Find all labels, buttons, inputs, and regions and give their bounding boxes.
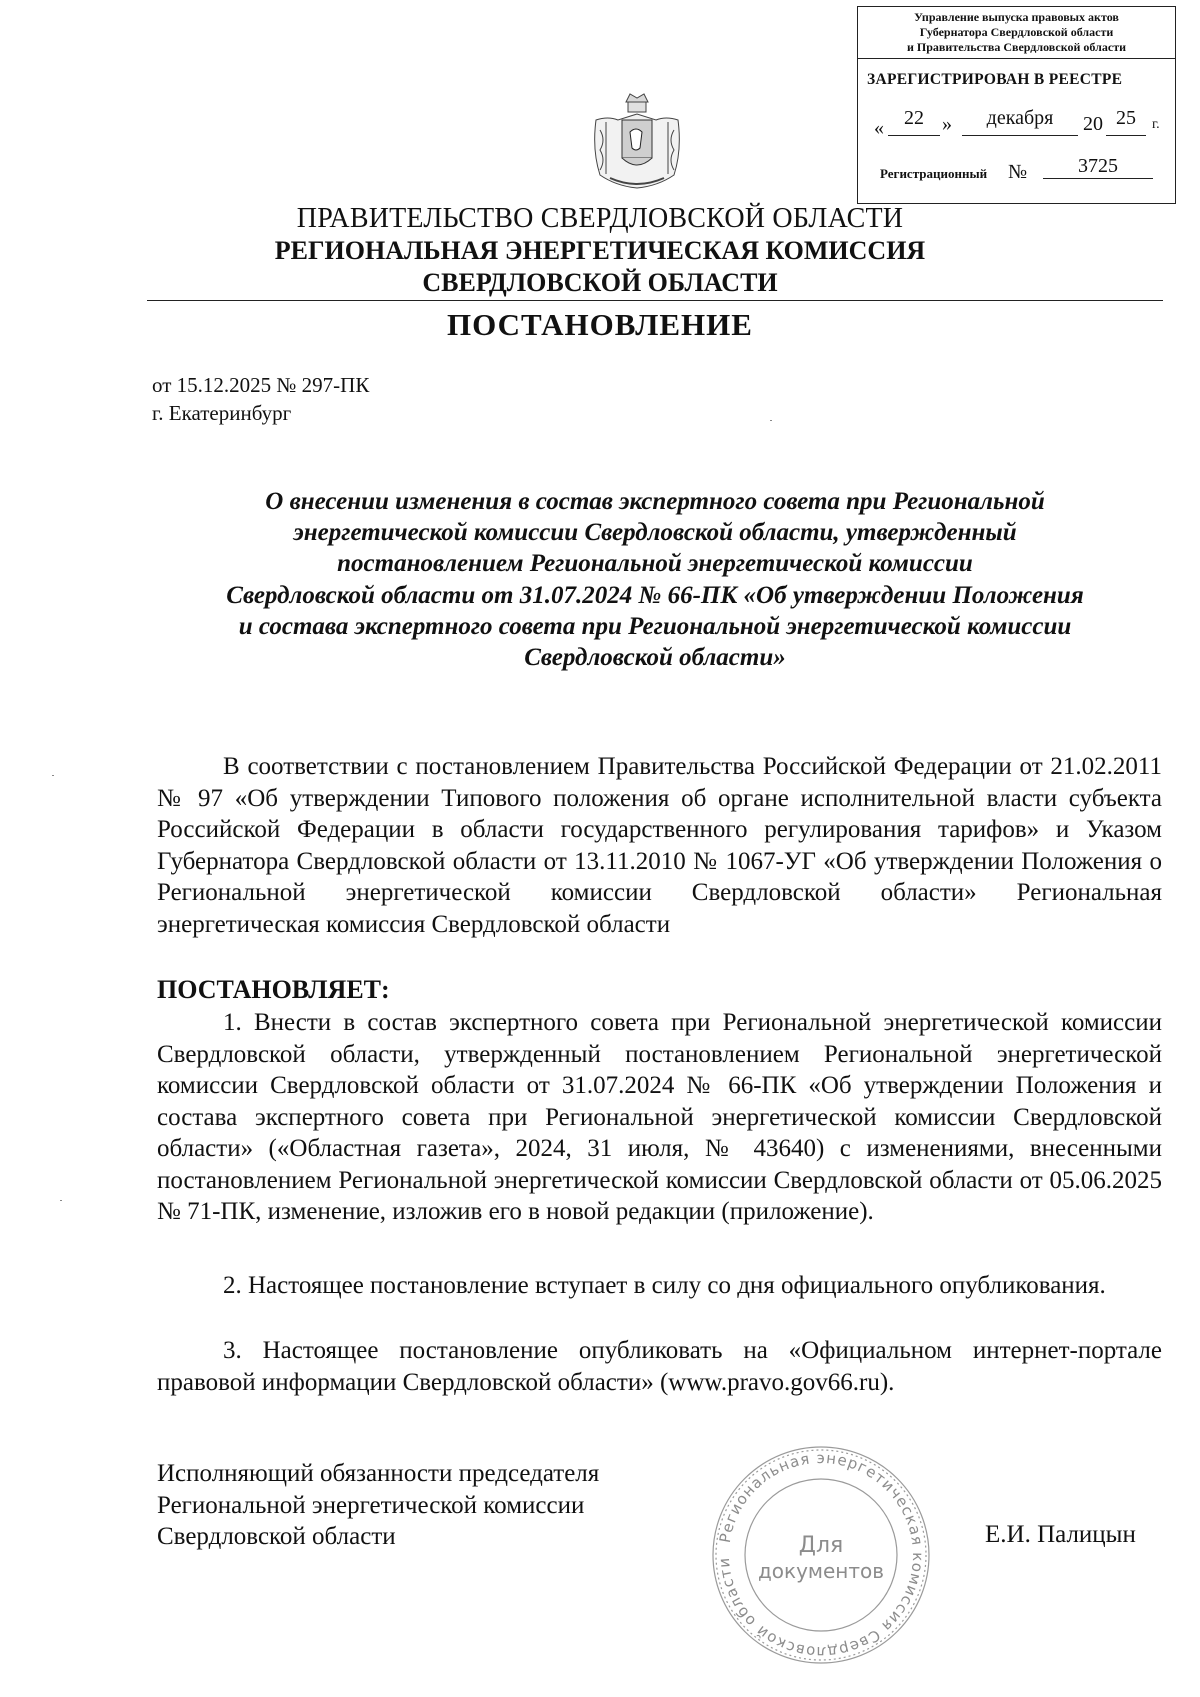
header-divider [147,300,1163,301]
svg-text:документов: документов [757,1559,885,1583]
document-type-title: ПОСТАНОВЛЕНИЕ [447,307,753,342]
registry-authority-line: Губернатора Свердловской области [919,25,1114,39]
item-3-paragraph [157,1335,1162,1398]
subject-line: энергетической комиссии Свердловской области, утвержденный [293,519,1017,547]
scan-speck [770,420,772,421]
signatory-position [157,1458,599,1553]
registry-authority [858,7,1175,59]
registry-quote-open: « [874,117,884,139]
registry-year: 25 [1106,107,1146,136]
official-seal-icon [706,1440,936,1670]
subject-line: Свердловской области» [524,644,786,672]
registry-day: 22 [888,107,940,136]
registry-authority-line: и Правительства Свердловской области [907,40,1126,54]
registry-title: ЗАРЕГИСТРИРОВАН В РЕЕСТРЕ [867,71,1123,88]
item-3-text: 3. Настоящее постановление опубликовать на «Официальном интернет-портале правовой информации Свердловской области» (www.pravo.gov66.ru). [157,1337,1162,1396]
registry-authority-line: Управление выпуска правовых актов [914,10,1119,24]
svg-text:Для: Для [798,1533,844,1558]
subject-line: постановлением Региональной энергетической комиссии [337,550,973,578]
document-date-number: от 15.12.2025 № 297-ПК [152,373,370,397]
document-subject [140,486,1170,673]
subject-line: и состава экспертного совета при Региональной энергетической комиссии [238,612,1072,640]
scan-speck [52,775,54,776]
subject-line: Свердловской области от 31.07.2024 № 66-ПК «Об утверждении Положения [226,581,1084,609]
signatory-position-line: Региональной энергетической комиссии [157,1491,585,1519]
signatory-name: Е.И. Палицын [985,1521,1136,1548]
coat-of-arms-icon [586,90,688,190]
registry-quote-close: » [942,113,952,135]
registry-number: 3725 [1043,155,1153,179]
registry-number-label: Регистрационный [880,166,988,181]
item-1-text: 1. Внести в состав экспертного совета при Региональной энергетической комиссии Свердловской области, утвержденный постановлением Региональной энергетической комиссии Свердловской области от 31.07.2024 № 66-ПК «Об утверждении Положения и состава экспертного совета при Региональной энергетической комиссии Свердловской области» («Областная газета», 2024, 31 июля, № 43640) с изменениями, внесенными постановлением Региональной энергетической комиссии Свердловской области от 05.06.2025 № 71-ПК, изменение, изложив его в новой редакции (приложение). [157,1009,1162,1225]
commission-heading: РЕГИОНАЛЬНАЯ ЭНЕРГЕТИЧЕСКАЯ КОМИССИЯ [274,236,926,265]
commission-heading-region: СВЕРДЛОВСКОЙ ОБЛАСТИ [422,268,778,297]
item-1-paragraph [157,1007,1162,1228]
preamble-paragraph [157,751,1162,940]
government-heading: ПРАВИТЕЛЬСТВО СВЕРДЛОВСКОЙ ОБЛАСТИ [296,203,904,234]
registry-year-abbr: г. [1152,117,1160,132]
registry-year-prefix: 20 [1083,113,1103,135]
item-2-paragraph [157,1270,1162,1302]
scan-speck [60,1200,62,1201]
item-2-text: 2. Настоящее постановление вступает в силу со дня официального опубликования. [223,1272,1106,1299]
registry-number-sign: № [1008,161,1028,183]
svg-text:Региональная энергетическая ко: Региональная энергетическая комиссия Свердловской области [714,1448,928,1662]
signatory-position-line: Исполняющий обязанности председателя [157,1460,600,1487]
registry-stamp [857,6,1176,204]
document-city: г. Екатеринбург [152,401,292,425]
registry-date [866,107,1171,141]
subject-line: О внесении изменения в состав экспертного совета при Региональной [265,488,1045,515]
registry-month: декабря [962,107,1078,136]
signatory-position-line: Свердловской области [157,1523,396,1550]
preamble-text: В соответствии с постановлением Правительства Российской Федерации от 21.02.2011 № 97 «Об утверждении Типового положения об органе исполнительной власти субъекта Российской Федерации в области государственного регулирования тарифов» и Указом Губернатора Свердловской области от 13.11.2010 № 1067-УГ «Об утверждении Положения о Региональной энергетической комиссии Свердловской области» Региональная энергетическая комиссия Свердловской области [157,753,1162,938]
resolve-heading: ПОСТАНОВЛЯЕТ: [157,975,390,1004]
